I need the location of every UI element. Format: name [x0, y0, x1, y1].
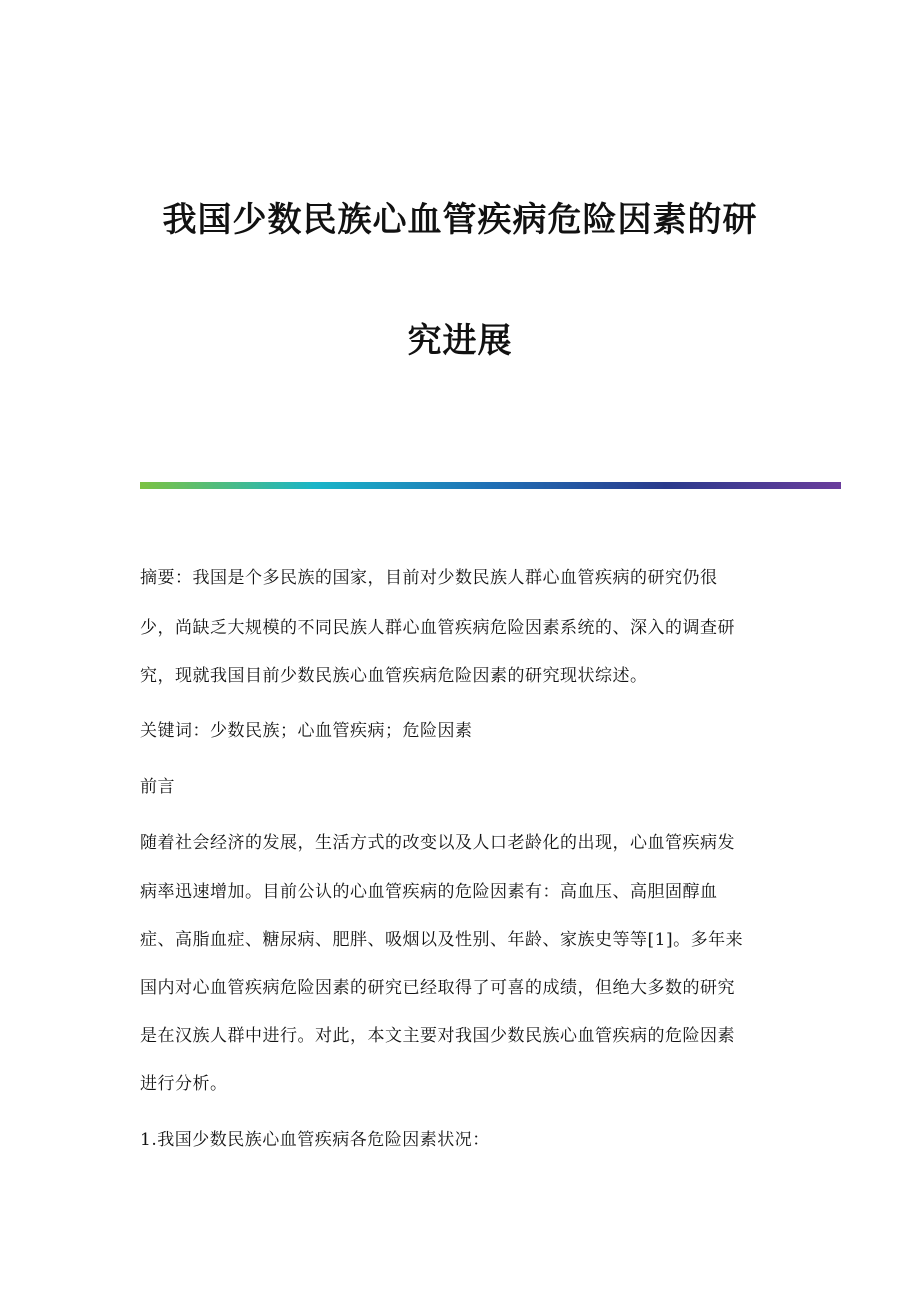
abstract-line-1: 摘要：我国是个多民族的国家，目前对少数民族人群心血管疾病的研究仍很 — [140, 568, 718, 588]
preface-line-3: 症、高脂血症、糖尿病、肥胖、吸烟以及性别、年龄、家族史等等[1]。多年来 — [140, 930, 744, 950]
document-title-line-1: 我国少数民族心血管疾病危险因素的研 — [162, 200, 758, 240]
preface-line-2: 病率迅速增加。目前公认的心血管疾病的危险因素有：高血压、高胆固醇血 — [140, 882, 718, 902]
preface-line-5: 是在汉族人群中进行。对此，本文主要对我国少数民族心血管疾病的危险因素 — [140, 1026, 735, 1046]
preface-line-4: 国内对心血管疾病危险因素的研究已经取得了可喜的成绩，但绝大多数的研究 — [140, 978, 735, 998]
preface-line-6: 进行分析。 — [140, 1074, 228, 1094]
abstract-line-3: 究，现就我国目前少数民族心血管疾病危险因素的研究现状综述。 — [140, 666, 648, 686]
preface-heading: 前言 — [140, 777, 175, 797]
gradient-divider — [140, 482, 841, 489]
keywords-line: 关键词：少数民族；心血管疾病；危险因素 — [140, 721, 473, 741]
document-title-line-2: 究进展 — [407, 321, 513, 361]
abstract-line-2: 少，尚缺乏大规模的不同民族人群心血管疾病危险因素系统的、深入的调查研 — [140, 618, 735, 638]
section-1-heading: 1.我国少数民族心血管疾病各危险因素状况： — [140, 1130, 490, 1150]
preface-line-1: 随着社会经济的发展，生活方式的改变以及人口老龄化的出现，心血管疾病发 — [140, 833, 735, 853]
